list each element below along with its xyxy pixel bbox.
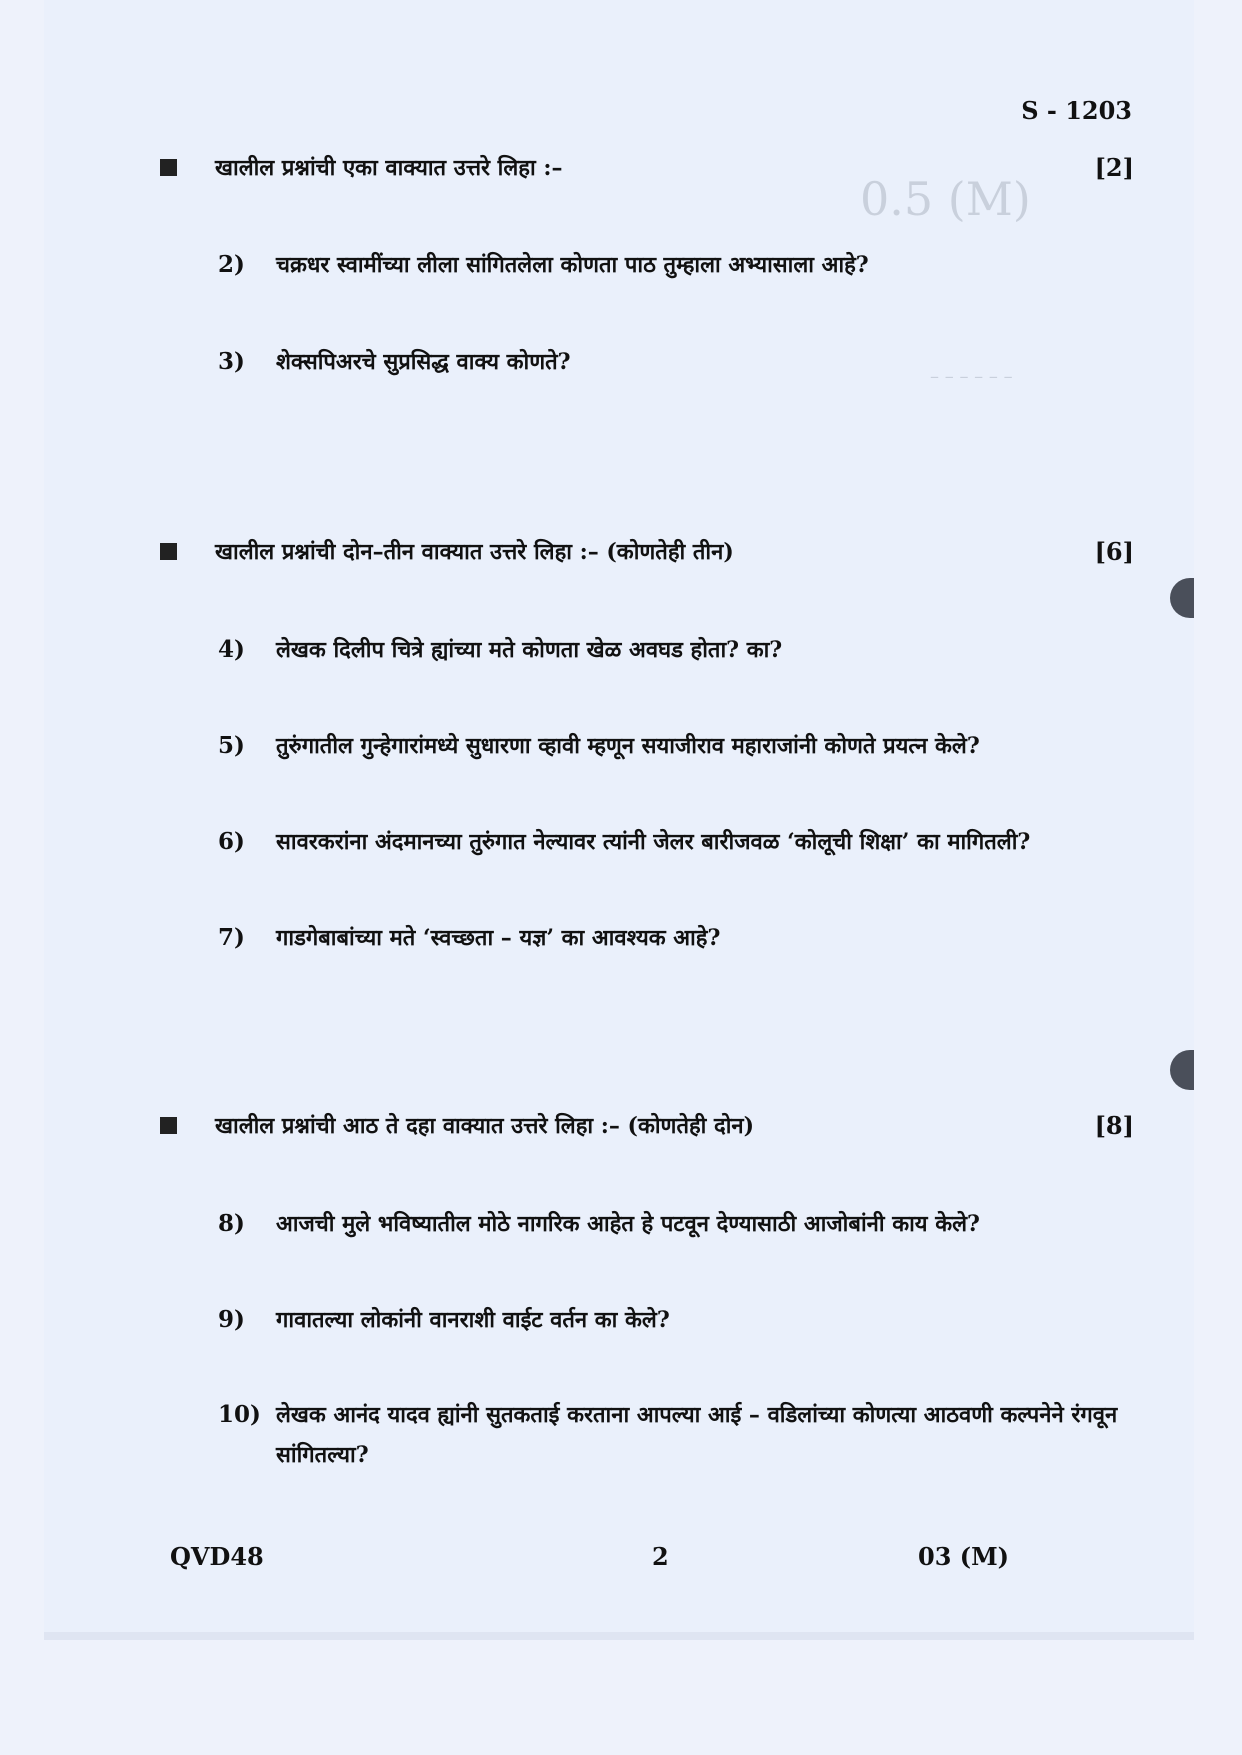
question-number: 10) [218,1401,261,1428]
question [218,822,1142,862]
section-title: खालील प्रश्नांची दोन–तीन वाक्यात उत्तरे लिहा :– (कोणतेही तीन) [215,539,734,565]
question-number: 7) [218,924,245,951]
page-bottom-edge [44,1632,1194,1640]
question-number: 8) [218,1210,245,1237]
question-text: गाडगेबाबांच्या मते ‘स्वच्छता – यज्ञ’ का आवश्यक आहे? [276,925,721,951]
question-text: लेखक आनंद यादव ह्यांनी सुतकताई करताना आपल्या आई – वडिलांच्या कोणत्या आठवणी कल्पनेने रंगवून सांगितल्या? [276,1402,1118,1468]
question [218,918,1142,958]
square-bullet-icon [160,1117,177,1134]
square-bullet-icon [160,543,177,560]
question-text: सावरकरांना अंदमानच्या तुरुंगात नेल्यावर त्यांनी जेलर बारीजवळ ‘कोलूची शिक्षा’ का मागितली? [276,829,1031,855]
question-number: 4) [218,636,245,663]
bleed-through-mark: 0.5 (M) [860,172,1031,226]
footer-left-code: QVD48 [170,1542,264,1571]
section-title: खालील प्रश्नांची आठ ते दहा वाक्यात उत्तरे लिहा :– (कोणतेही दोन) [215,1113,755,1139]
footer-right-code: 03 (M) [918,1542,1010,1571]
question [218,1395,1142,1475]
question-number: 3) [218,348,245,375]
question-text: गावातल्या लोकांनी वानराशी वाईट वर्तन का केले? [276,1307,670,1333]
question-text: तुरुंगातील गुन्हेगारांमध्ये सुधारणा व्हावी म्हणून सयाजीराव महाराजांनी कोणते प्रयत्न केले? [276,733,980,759]
section-heading [160,152,1134,182]
question-text: लेखक दिलीप चित्रे ह्यांच्या मते कोणता खेळ अवघड होता? का? [276,637,783,663]
question [218,1300,1142,1340]
bleed-through-mark: – – – – – – [930,366,1013,387]
question-number: 5) [218,732,245,759]
question [218,342,1142,382]
paper-code: S - 1203 [1021,96,1132,125]
section-marks: [8] [1094,1110,1134,1140]
section-heading [160,1110,1134,1140]
square-bullet-icon [160,159,177,176]
question [218,726,1142,766]
section-title: खालील प्रश्नांची एका वाक्यात उत्तरे लिहा :– [215,155,563,181]
question-text: शेक्सपिअरचे सुप्रसिद्ध वाक्य कोणते? [276,349,571,375]
question [218,245,1142,285]
question-number: 9) [218,1306,245,1333]
question [218,1204,1142,1244]
question [218,630,1142,670]
question-text: आजची मुले भविष्यातील मोठे नागरिक आहेत हे पटवून देण्यासाठी आजोबांनी काय केले? [276,1211,980,1237]
section-marks: [6] [1094,536,1134,566]
page-number: 2 [652,1542,669,1571]
question-number: 6) [218,828,245,855]
section-heading [160,536,1134,566]
section-marks: [2] [1094,152,1134,182]
question-number: 2) [218,251,245,278]
question-text: चक्रधर स्वामींच्या लीला सांगितलेला कोणता पाठ तुम्हाला अभ्यासाला आहे? [276,252,869,278]
